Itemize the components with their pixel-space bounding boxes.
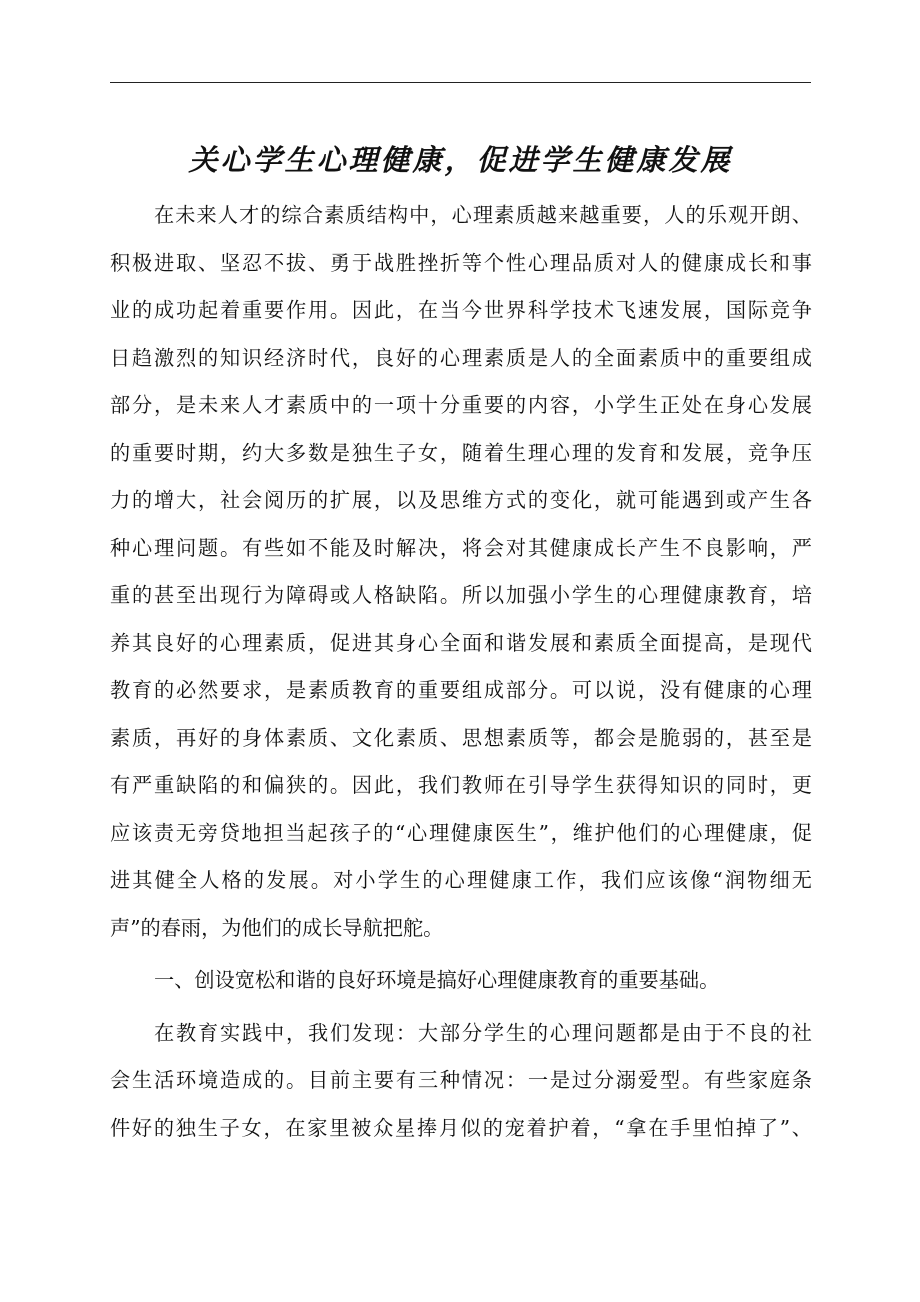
document-body [110, 192, 812, 1152]
paragraph-line: 应该责无旁贷地担当起孩子的“心理健康医生”，维护他们的心理健康，促 [110, 820, 812, 845]
paragraph-line: 在未来人才的综合素质结构中，心理素质越来越重要，人的乐观开朗、 [154, 203, 812, 227]
paragraph-line: 件好的独生子女，在家里被众星捧月似的宠着护着，“拿在手里怕掉了”、 [110, 1115, 812, 1140]
paragraph-line: 在教育实践中，我们发现：大部分学生的心理问题都是由于不良的社 [154, 1020, 812, 1045]
header-rule [110, 82, 811, 83]
paragraph-line: 力的增大，社会阅历的扩展，以及思维方式的变化，就可能遇到或产生各 [110, 488, 812, 512]
paragraph-line: 部分，是未来人才素质中的一项十分重要的内容，小学生正处在身心发展 [110, 393, 812, 417]
paragraph-line: 种心理问题。有些如不能及时解决，将会对其健康成长产生不良影响，严 [110, 535, 812, 560]
section-heading: 一、创设宽松和谐的良好环境是搞好心理健康教育的重要基础。 [154, 968, 720, 992]
document-title: 关心学生心理健康，促进学生健康发展 [188, 143, 733, 177]
paragraph-line: 日趋激烈的知识经济时代，良好的心理素质是人的全面素质中的重要组成 [110, 345, 812, 370]
paragraph-line: 重的甚至出现行为障碍或人格缺陷。所以加强小学生的心理健康教育，培 [110, 583, 812, 607]
paragraph-line: 进其健全人格的发展。对小学生的心理健康工作，我们应该像“润物细无 [110, 868, 812, 892]
paragraph-line: 素质，再好的身体素质、文化素质、思想素质等，都会是脆弱的，甚至是 [110, 725, 812, 750]
paragraph-line: 的重要时期，约大多数是独生子女，随着生理心理的发育和发展，竞争压 [110, 440, 812, 465]
paragraph-line: 业的成功起着重要作用。因此，在当今世界科学技术飞速发展，国际竞争 [110, 298, 812, 322]
paragraph-line: 会生活环境造成的。目前主要有三种情况：一是过分溺爱型。有些家庭条 [110, 1068, 812, 1092]
paragraph-line: 积极进取、坚忍不拔、勇于战胜挫折等个性心理品质对人的健康成长和事 [110, 250, 812, 275]
paragraph-line: 有严重缺陷的和偏狭的。因此，我们教师在引导学生获得知识的同时，更 [110, 773, 812, 797]
paragraph-line: 教育的必然要求，是素质教育的重要组成部分。可以说，没有健康的心理 [110, 678, 812, 702]
paragraph-line: 养其良好的心理素质，促进其身心全面和谐发展和素质全面提高，是现代 [110, 630, 812, 655]
paragraph-line: 声”的春雨，为他们的成长导航把舵。 [110, 915, 444, 940]
